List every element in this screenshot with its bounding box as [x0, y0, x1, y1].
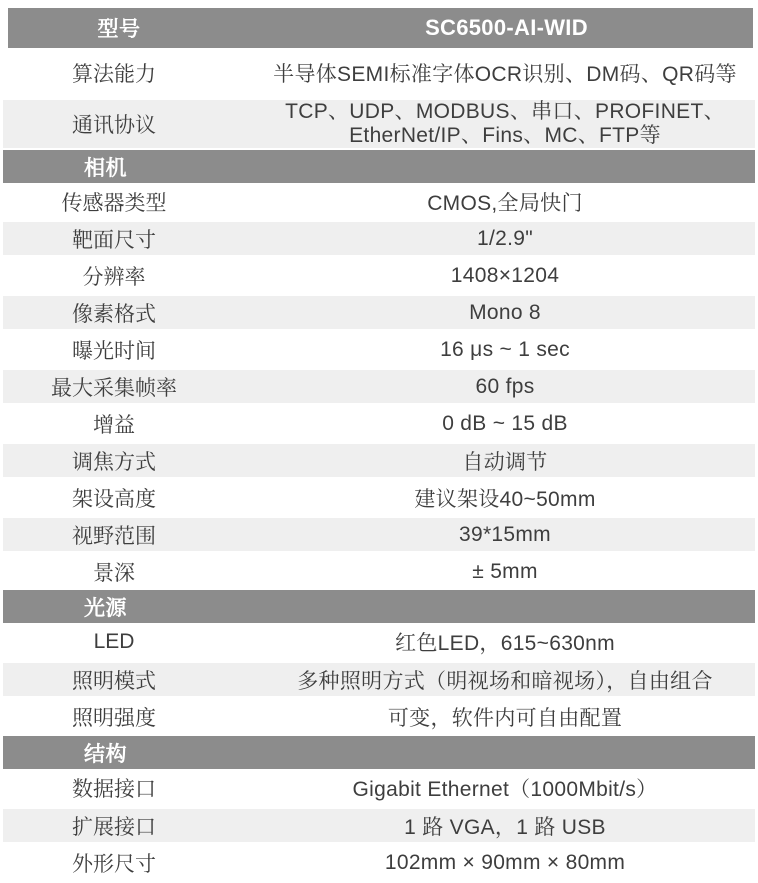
- row-value: 0 dB ~ 15 dB: [442, 411, 568, 435]
- row-label: 分辨率: [82, 265, 146, 289]
- row-value: 102mm × 90mm × 80mm: [384, 850, 626, 874]
- row-exposure-time: [3, 331, 755, 368]
- row-label: 照明强度: [72, 707, 156, 730]
- row-value-line-1: TCP、UDP、MODBUS、串口、PROFINET、: [285, 100, 725, 123]
- row-value: 39*15mm: [459, 522, 551, 546]
- row-pixel-format: [3, 294, 755, 331]
- row-label: 增益: [93, 413, 135, 437]
- row-label: 架设高度: [72, 487, 156, 511]
- row-label: 像素格式: [72, 302, 156, 326]
- row-value: ± 5mm: [472, 559, 538, 583]
- row-max-frame-rate: [3, 368, 755, 405]
- row-field-of-view: [3, 516, 755, 553]
- row-label: 外形尺寸: [72, 852, 156, 876]
- row-label: 算法能力: [72, 63, 156, 86]
- row-label: LED: [93, 630, 135, 653]
- row-label: 数据接口: [72, 778, 156, 801]
- row-value: 60 fps: [475, 374, 535, 398]
- row-value: CMOS,全局快门: [427, 191, 583, 215]
- row-label: 通讯协议: [72, 114, 156, 137]
- row-resolution: [3, 257, 755, 294]
- header-model-value: SC6500-AI-WID: [425, 15, 588, 40]
- row-label: 调焦方式: [72, 450, 156, 474]
- row-label: 扩展接口: [72, 815, 156, 839]
- row-value: Gigabit Ethernet（1000Mbit/s）: [352, 778, 658, 801]
- section-title: 相机: [84, 156, 127, 180]
- row-label: 景深: [93, 561, 135, 585]
- row-mount-height: [3, 479, 755, 516]
- section-title: 光源: [84, 596, 127, 620]
- row-led: [3, 623, 755, 661]
- row-value: 红色LED，615~630nm: [395, 632, 615, 655]
- row-value: 半导体SEMI标准字体OCR识别、DM码、QR码等: [273, 63, 737, 86]
- row-lighting-mode: [3, 661, 755, 698]
- row-sensor-size: [3, 220, 755, 257]
- section-header-light-source: [3, 590, 755, 623]
- row-label: 最大采集帧率: [51, 376, 177, 400]
- row-value-line-2: EtherNet/IP、Fins、MC、FTP等: [349, 124, 661, 147]
- row-sensor-type: [3, 183, 755, 220]
- section-header-camera: [3, 150, 755, 183]
- row-expansion-interface: [3, 807, 755, 844]
- section-header-structure: [3, 736, 755, 769]
- row-data-interface: [3, 769, 755, 807]
- row-gain: [3, 405, 755, 442]
- row-focus-mode: [3, 442, 755, 479]
- row-algorithm: [3, 48, 755, 98]
- row-value: 建议架设40~50mm: [414, 487, 596, 511]
- row-value: 可变，软件内可自由配置: [387, 707, 623, 730]
- row-value: 自动调节: [462, 450, 548, 474]
- header-model-label: 型号: [97, 18, 141, 41]
- row-label: 视野范围: [72, 524, 156, 548]
- row-dimensions: [3, 844, 755, 881]
- row-value: 1 路 VGA，1 路 USB: [404, 815, 606, 839]
- row-value: Mono 8: [469, 300, 541, 324]
- row-value: 1/2.9": [477, 226, 533, 250]
- row-depth-of-field: [3, 553, 755, 590]
- row-value: 16 μs ~ 1 sec: [440, 337, 570, 361]
- row-label: 曝光时间: [72, 339, 156, 363]
- row-label: 传感器类型: [61, 191, 167, 215]
- row-value: [225, 100, 755, 148]
- table-header: [8, 8, 753, 48]
- section-title: 结构: [84, 742, 127, 766]
- row-value: 多种照明方式（明视场和暗视场），自由组合: [297, 669, 713, 693]
- row-label: 照明模式: [72, 669, 156, 693]
- row-label: 靶面尺寸: [72, 228, 156, 252]
- row-value: 1408×1204: [450, 263, 560, 287]
- row-lighting-intensity: [3, 698, 755, 736]
- row-protocol: [3, 98, 755, 150]
